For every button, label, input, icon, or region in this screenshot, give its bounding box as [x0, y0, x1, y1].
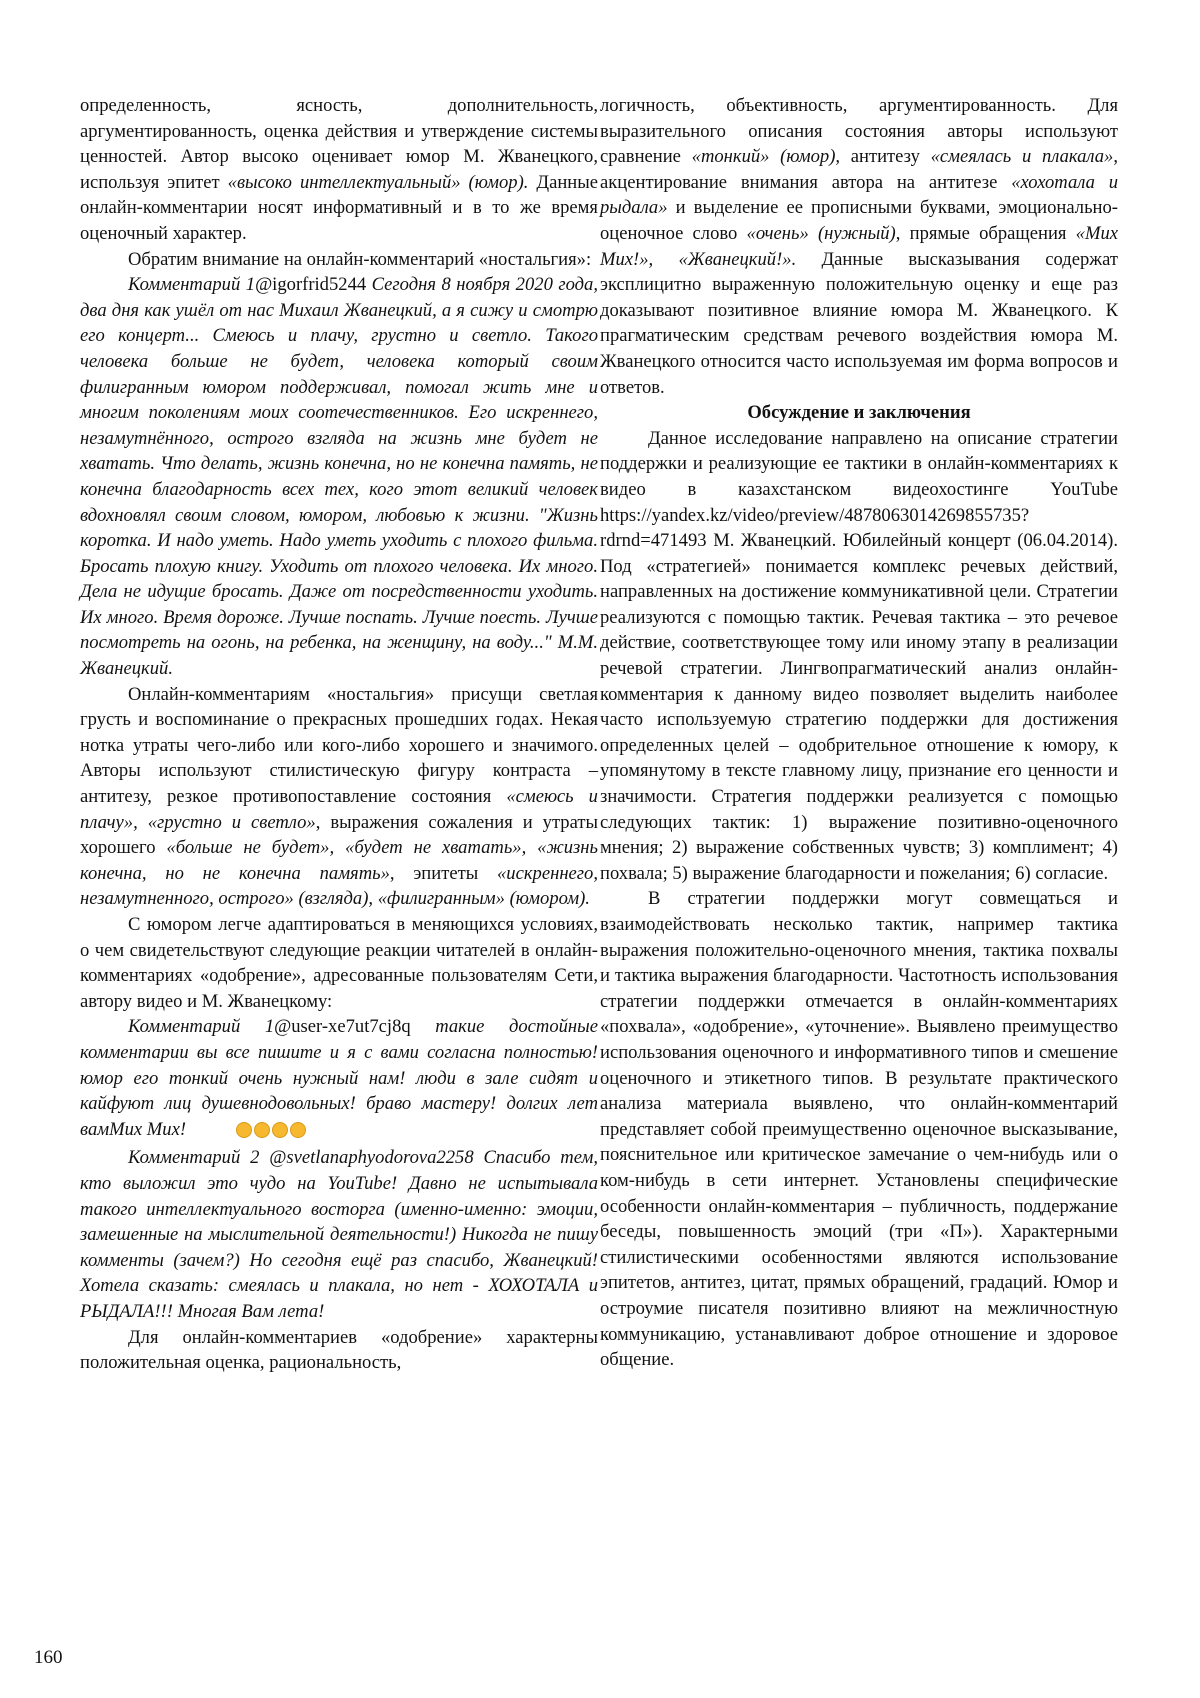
- comment-approval-1: Комментарий 1@user-xe7ut7cj8q такие достойные комментарии вы все пишите и я с вами согласна полностью! юмор его тонкий очень нужный нам! люди в зале сидят и кайфуют лиц душевнодовольных! браво мастеру! долгих лет вамМих Мих!: [80, 1014, 598, 1145]
- left-column: [80, 93, 598, 1376]
- comment-username: @igorfrid5244: [255, 274, 367, 296]
- clapping-hands-icon: [188, 1120, 308, 1146]
- paragraph-values: определенность, ясность, дополнительность, аргументированность, оценка действия и утверждение системы ценностей. Автор высоко оценивает юмор М. Жванецкого, используя эпитет «высоко интеллектуальный» (юмор). Данные онлайн-комментарии носят информативный и в то же время оценочный характер.: [80, 95, 598, 244]
- right-column: [600, 93, 1118, 1373]
- comment-username: @svetlanaphyodorova2258: [269, 1147, 474, 1169]
- paragraph-approval-analysis: Для онлайн-комментариев «одобрение» характерны положительная оценка, рациональность,: [80, 1326, 598, 1374]
- paragraph-conclusion: В стратегии поддержки могут совмещаться и взаимодействовать несколько тактик, например тактика выражения положительно-оценочного мнения, тактика похвалы и тактика выражения благодарности. Частотность использования стратегии поддержки отмечается в онлайн-комментариях «похвала», «одобрение», «уточнение». Выявлено преимущество использования оценочного и информативного типов и смешение оценочного и этикетного типов. В результате практического анализа материала выявлено, что онлайн-комментарий представляет собой преимущественно оценочное высказывание, пояснительное или критическое замечание о чем-нибудь или о ком-нибудь в сети интернет. Установлены специфические особенности онлайн-комментария – публичность, поддержание беседы, повышенность эмоций (три «П»). Характерными стилистическими особенностями являются использование эпитетов, антитез, цитат, прямых обращений, градаций. Юмор и остроумие писателя позитивно влияют на межличностную коммуникацию, устанавливают доброе отношение и здоровое общение.: [600, 888, 1118, 1371]
- paragraph-nostalgia-analysis: Онлайн-комментариям «ностальгия» присущи светлая грусть и воспоминание о прекрасных прошедших годах. Некая нотка утраты чего-либо или кого-либо хорошего и значимого. Авторы используют стилистическую фигуру контраста – антитезу, резкое противопоставление состояния «смеюсь и плачу», «грустно и светло», выражения сожаления и утраты хорошего «больше не будет», «будет не хватать», «жизнь конечна, но не конечна память», эпитеты «искреннего, незамутненного, острого» (взгляда), «филигранным» (юмором).: [80, 683, 598, 910]
- page-number: 160: [34, 1647, 63, 1668]
- paragraph-approval-intro: С юмором легче адаптироваться в меняющихся условиях, о чем свидетельствуют следующие реакции читателей в онлайн-комментариях «одобрение», адресованные пользователям Сети, автору видео и М. Жванецкому:: [80, 914, 598, 1012]
- section-heading: Обсуждение и заключения: [747, 402, 971, 424]
- paragraph-discussion: Данное исследование направлено на описание стратегии поддержки и реализующие ее тактики в онлайн-комментариях к видео в казахстанском видеохостинге YouTube https://yandex.kz/video/preview/4878063014269855735?rdrnd=471493 М. Жванецкий. Юбилейный концерт (06.04.2014). Под «стратегией» понимается комплекс речевых действий, направленных на достижение коммуникативной цели. Стратегии реализуются с помощью тактик. Речевая тактика – это речевое действие, соответствующее тому или иному этапу в реализации речевой стратегии. Лингвопрагматический анализ онлайн-комментария к данному видео позволяет выделить наиболее часто используемую стратегию поддержки для достижения определенных целей – одобрительное отношение к юмору, к упомянутому в тексте главному лицу, признание его ценности и значимости. Стратегия поддержки реализуется с помощью следующих тактик: 1) выражение позитивно-оценочного мнения; 2) выражение собственных чувств; 3) комплимент; 4) похвала; 5) выражение благодарности и пожелания; 6) согласие.: [600, 427, 1118, 884]
- comment-username: @user-xe7ut7cj8q: [274, 1016, 411, 1038]
- comment-approval-2: Комментарий 2 @svetlanaphyodorova2258 Спасибо тем, кто выложил это чудо на YouTube! Давно не испытывала такого интеллектуального восторга (именно-именно: эмоции, замешенные на мыслительной деятельности!) Никогда не пишу комменты (зачем?) Но сегодня ещё раз спасибо, Жванецкий! Хотела сказать: смеялась и плакала, но нет - ХОХОТАЛА и РЫДАЛА!!! Многая Вам лета!: [80, 1147, 599, 1322]
- comment-nostalgia: Комментарий 1@igorfrid5244 Сегодня 8 ноября 2020 года, два дня как ушёл от нас Михаил Жванецкий, а я сижу и смотрю его концерт... Смеюсь и плачу, грустно и светло. Такого человека больше не будет, человека который своим филигранным юмором поддерживал, помогал жить мне и многим поколениям моих соотечественников. Его искреннего, незамутнённого, острого взгляда на жизнь мне будет не хватать. Что делать, жизнь конечна, но не конечна память, не конечна благодарность всех тех, кого этот великий человек вдохновлял своим словом, юмором, любовью к жизни. "Жизнь коротка. И надо уметь. Надо уметь уходить с плохого фильма. Бросать плохую книгу. Уходить от плохого человека. Их много. Дела не идущие бросать. Даже от посредственности уходить. Их много. Время дороже. Лучше поспать. Лучше поесть. Лучше посмотреть на огонь, на ребенка, на женщину, на воду..." М.М. Жванецкий.: [80, 274, 598, 680]
- paragraph-approval-continued: логичность, объективность, аргументированность. Для выразительного описания состояния авторы используют сравнение «тонкий» (юмор), антитезу «смеялась и плакала», акцентирование внимания автора на антитезе «хохотала и рыдала» и выделение ее прописными буквами, эмоционально-оценочное слово «очень» (нужный), прямые обращения «Мих Мих!», «Жванецкий!». Данные высказывания содержат эксплицитно выраженную положительную оценку и еще раз доказывают позитивное влияние юмора М. Жванецкого. К прагматическим средствам речевого воздействия юмора М. Жванецкого относится часто используемая им форма вопросов и ответов.: [600, 95, 1118, 398]
- paragraph-nostalgia-intro: Обратим внимание на онлайн-комментарий «ностальгия»:: [128, 248, 592, 270]
